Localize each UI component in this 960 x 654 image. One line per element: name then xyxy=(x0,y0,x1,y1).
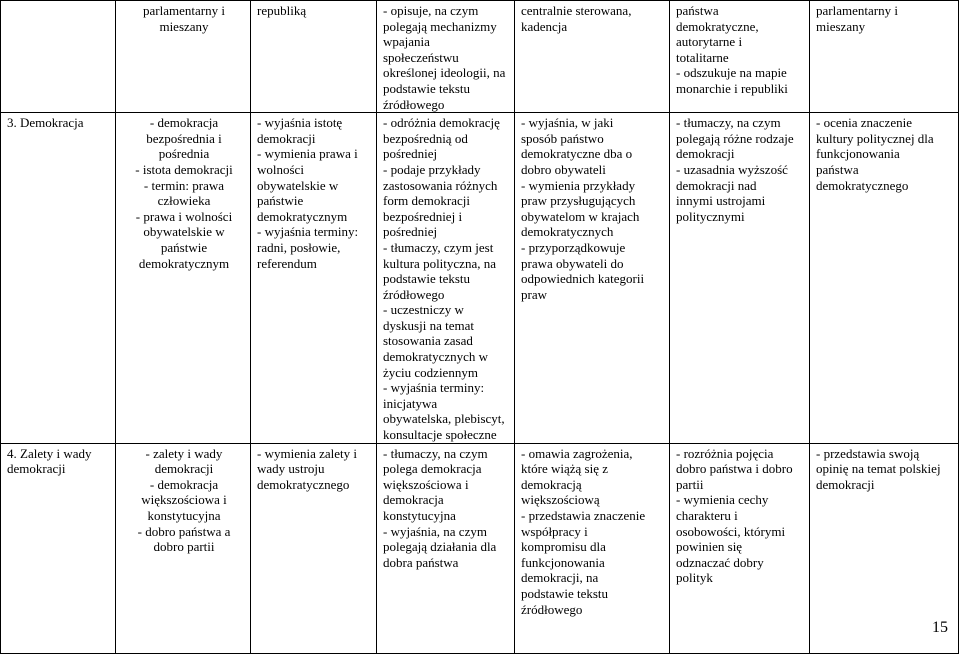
table-cell-requirement: - wyjaśnia istotę demokracji - wymienia prawa i wolności obywatelskie w państwie demokratycznym - wyjaśnia terminy: radni, posłowie, referendum xyxy=(251,113,377,443)
table-cell-requirement: - tłumaczy, na czym polegają różne rodzaje demokracji - uzasadnia wyższość demokracji nad innymi ustrojami politycznymi xyxy=(670,113,810,443)
table-cell-requirement: centralnie sterowana, kadencja xyxy=(515,1,670,113)
table-cell-requirement: - rozróżnia pojęcia dobro państwa i dobro partii - wymienia cechy charakteru i osobowości, którymi powinien się odznaczać dobry polityk xyxy=(670,443,810,653)
table-cell-requirement: - omawia zagrożenia, które wiążą się z demokracją większościową - przedstawia znaczenie współpracy i kompromisu dla funkcjonowania demokracji, na podstawie tekstu źródłowego xyxy=(515,443,670,653)
table-cell-requirement: - wymienia zalety i wady ustroju demokratycznego xyxy=(251,443,377,653)
table-cell-content: - demokracja bezpośrednia i pośrednia - istota demokracji - termin: prawa człowieka - prawa i wolności obywatelskie w państwie demokratycznym xyxy=(116,113,251,443)
table-cell-requirement: republiką xyxy=(251,1,377,113)
table-cell-requirement: - odróżnia demokrację bezpośrednią od pośredniej - podaje przykłady zastosowania różnych form demokracji bezpośredniej i pośredniej - tłumaczy, czym jest kultura polityczna, na podstawie tekstu źródłowego - uczestniczy w dyskusji na temat stosowania zasad demokratycznych w życiu codziennym - wyjaśnia terminy: inicjatywa obywatelska, plebiscyt, konsultacje społeczne xyxy=(377,113,515,443)
table-cell-content: - zalety i wady demokracji - demokracja większościowa i konstytucyjna - dobro państwa a dobro partii xyxy=(116,443,251,653)
table-row xyxy=(1,1,959,113)
table-cell-requirement: - opisuje, na czym polegają mechanizmy wpajania społeczeństwu określonej ideologii, na podstawie tekstu źródłowego xyxy=(377,1,515,113)
table-cell-topic: 4. Zalety i wady demokracji xyxy=(1,443,116,653)
table-cell-content: parlamentarny i mieszany xyxy=(116,1,251,113)
table-cell-topic xyxy=(1,1,116,113)
table-cell-requirement: - tłumaczy, na czym polega demokracja większościowa i demokracja konstytucyjna - wyjaśnia, na czym polegają działania dla dobra państwa xyxy=(377,443,515,653)
table-cell-requirement: - ocenia znaczenie kultury politycznej dla funkcjonowania państwa demokratycznego xyxy=(810,113,959,443)
table-cell-requirement: - wyjaśnia, w jaki sposób państwo demokratyczne dba o dobro obywateli - wymienia przykłady praw przysługujących obywatelom w krajach demokratycznych - przyporządkowuje prawa obywateli do odpowiednich kategorii praw xyxy=(515,113,670,443)
table-row xyxy=(1,113,959,443)
page-number: 15 xyxy=(932,619,948,636)
table-cell-topic: 3. Demokracja xyxy=(1,113,116,443)
table-cell-requirement: - przedstawia swoją opinię na temat polskiej demokracji xyxy=(810,443,959,653)
table-row xyxy=(1,443,959,653)
table-cell-requirement: państwa demokratyczne, autorytarne i totalitarne - odszukuje na mapie monarchie i republiki xyxy=(670,1,810,113)
table-cell-requirement: parlamentarny i mieszany xyxy=(810,1,959,113)
